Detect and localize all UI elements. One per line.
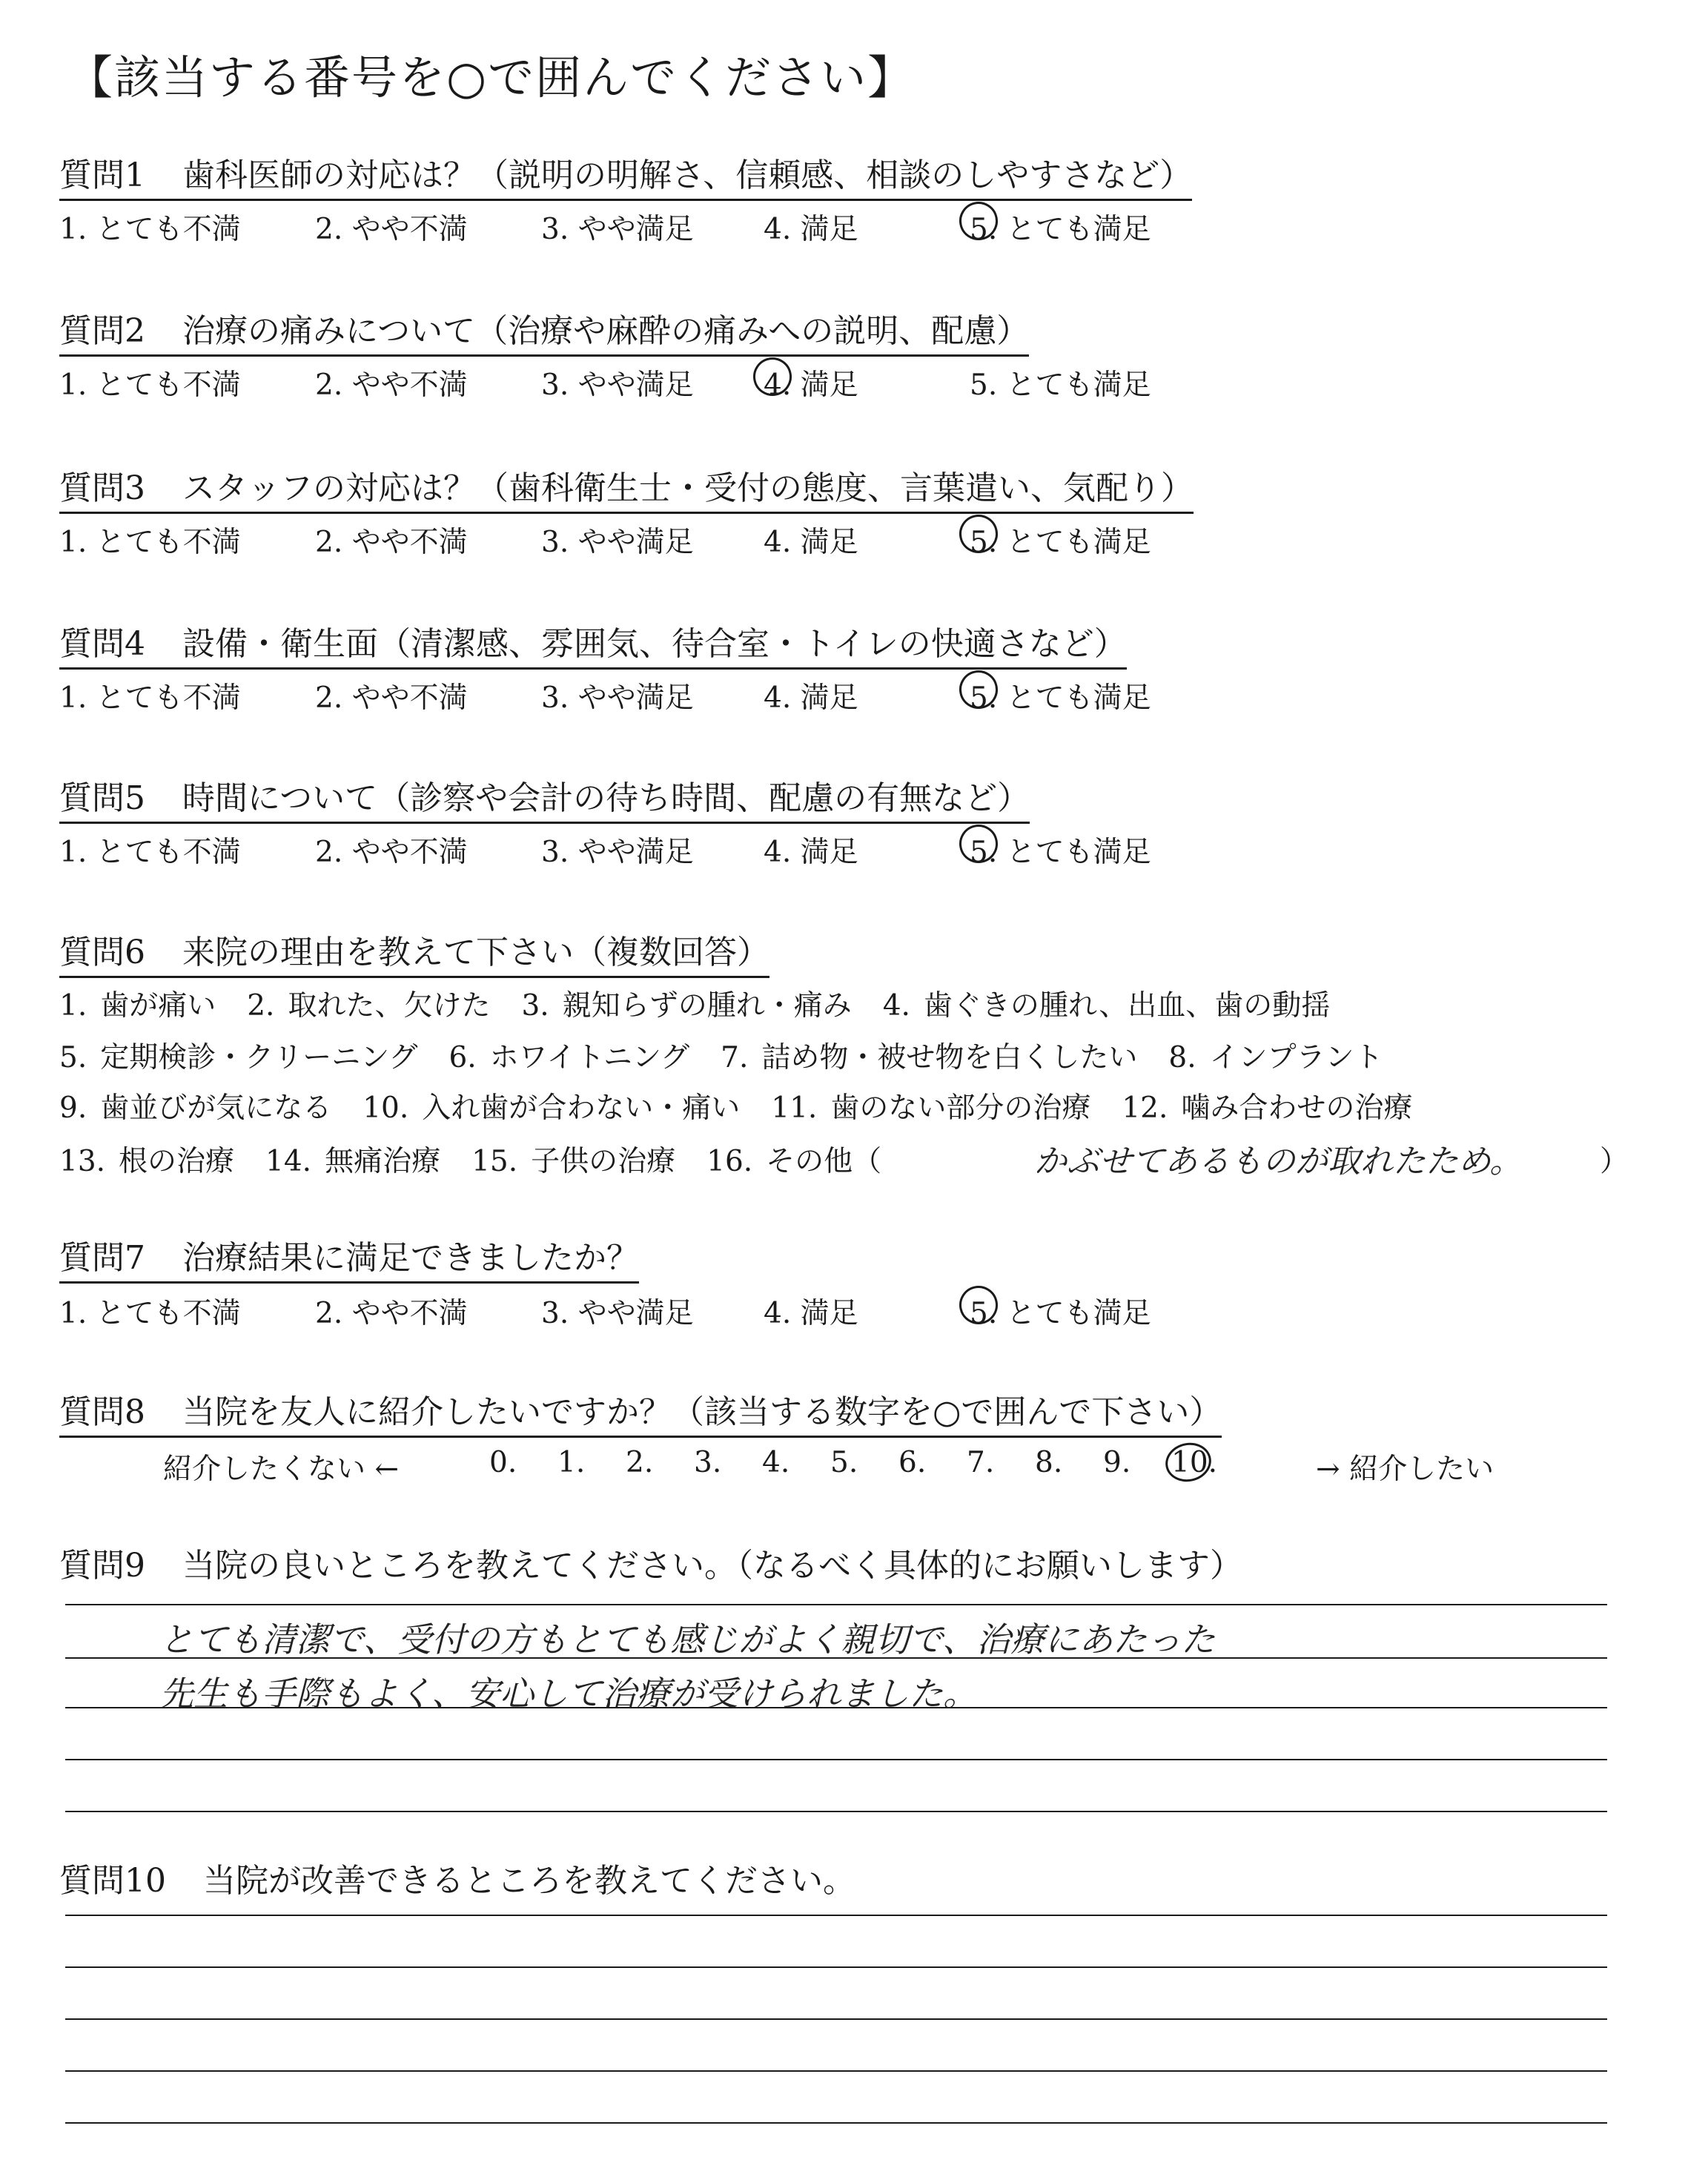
q2-option-3[interactable]: 3. やや満足 bbox=[541, 369, 694, 402]
q4-option-3[interactable]: 3. やや満足 bbox=[541, 681, 694, 715]
q3-option-2[interactable]: 2. やや不満 bbox=[315, 526, 468, 559]
q3-option-4[interactable]: 4. 満足 bbox=[764, 526, 858, 559]
q7-text: 治療結果に満足できましたか？ bbox=[182, 1239, 639, 1277]
q6-number: 質問6 bbox=[59, 934, 145, 971]
q7-number: 質問7 bbox=[59, 1239, 145, 1277]
q2-number: 質問2 bbox=[59, 312, 145, 350]
q5-option-4[interactable]: 4. 満足 bbox=[764, 836, 858, 869]
q1-option-1[interactable]: 1. とても不満 bbox=[59, 213, 241, 246]
q6-text: 来院の理由を教えて下さい（複数回答） bbox=[182, 934, 769, 971]
q1-heading bbox=[59, 148, 1192, 201]
q5-number: 質問5 bbox=[59, 779, 145, 817]
q6-reason-option[interactable]: その他（ bbox=[766, 1145, 882, 1178]
q9-text: 当院の良いところを教えてください。（なるべく具体的にお願いします） bbox=[182, 1547, 1242, 1585]
q1-option-2[interactable]: 2. やや不満 bbox=[315, 213, 468, 246]
q9-answer-line-1: とても清潔で、受付の方もとても感じがよく親切で、治療にあたった bbox=[159, 1619, 1216, 1659]
q9-rule bbox=[65, 1604, 1607, 1605]
q6-reason-option[interactable]: インプラント bbox=[1209, 1041, 1383, 1074]
q5-option-5[interactable]: 5. とても満足 bbox=[970, 836, 1151, 869]
q10-heading bbox=[59, 1854, 855, 1901]
q8-scale-number[interactable]: 3. bbox=[694, 1446, 722, 1479]
q4-option-1[interactable]: 1. とても不満 bbox=[59, 681, 241, 715]
q6-heading bbox=[59, 925, 769, 978]
q5-text: 時間について（診察や会計の待ち時間、配慮の有無など） bbox=[182, 779, 1030, 817]
q10-rule bbox=[65, 2070, 1607, 2072]
q6-reason-option[interactable]: 歯のない部分の治療 bbox=[830, 1091, 1091, 1125]
q6-reason-number: 6. bbox=[448, 1041, 477, 1074]
q9-number: 質問9 bbox=[59, 1547, 145, 1585]
q8-heading bbox=[59, 1385, 1222, 1438]
q6-reason-number: 2. bbox=[247, 989, 275, 1023]
q3-option-5[interactable]: 5. とても満足 bbox=[970, 526, 1151, 559]
q7-option-4[interactable]: 4. 満足 bbox=[764, 1297, 858, 1330]
q6-reason-number: 12. bbox=[1122, 1091, 1168, 1125]
q10-rule bbox=[65, 1915, 1607, 1916]
q8-scale-number[interactable]: 4. bbox=[762, 1446, 790, 1479]
q8-scale-number[interactable]: 7. bbox=[967, 1446, 995, 1479]
q8-scale-number[interactable]: 8. bbox=[1035, 1446, 1063, 1479]
q8-scale-number[interactable]: 5. bbox=[830, 1446, 858, 1479]
q6-reason-number: 14. bbox=[265, 1145, 312, 1178]
q6-reason-row bbox=[59, 1138, 913, 1180]
sheet-title: 【該当する番号を○で囲んでください】 bbox=[67, 50, 916, 105]
q6-reason-number: 7. bbox=[721, 1041, 749, 1074]
q6-reason-option[interactable]: 噛み合わせの治療 bbox=[1181, 1091, 1413, 1125]
q6-reason-number: 1. bbox=[59, 989, 87, 1023]
q10-rule bbox=[65, 2122, 1607, 2124]
q8-text: 当院を友人に紹介したいですか？（該当する数字を○で囲んで下さい） bbox=[182, 1393, 1222, 1431]
q10-text: 当院が改善できるところを教えてください。 bbox=[203, 1862, 855, 1900]
q7-option-2[interactable]: 2. やや不満 bbox=[315, 1297, 468, 1330]
q8-scale-number[interactable]: 1. bbox=[557, 1446, 586, 1479]
q5-heading bbox=[59, 771, 1030, 824]
q1-option-4[interactable]: 4. 満足 bbox=[764, 213, 858, 246]
q6-reason-number: 11. bbox=[771, 1091, 818, 1125]
q8-left-label: 紹介したくない ← bbox=[163, 1453, 400, 1486]
q10-number: 質問10 bbox=[59, 1862, 166, 1900]
q6-reason-option[interactable]: ホワイトニング bbox=[489, 1041, 690, 1074]
q2-option-5[interactable]: 5. とても満足 bbox=[970, 369, 1151, 402]
q6-reason-option[interactable]: 親知らずの腫れ・痛み bbox=[562, 989, 852, 1023]
q6-reason-option[interactable]: 歯が痛い bbox=[100, 989, 216, 1023]
q4-option-4[interactable]: 4. 満足 bbox=[764, 681, 858, 715]
q4-option-2[interactable]: 2. やや不満 bbox=[315, 681, 468, 715]
q2-heading bbox=[59, 304, 1029, 357]
q7-option-5[interactable]: 5. とても満足 bbox=[970, 1297, 1151, 1330]
q2-option-4[interactable]: 4. 満足 bbox=[764, 369, 858, 402]
q6-reason-option[interactable]: 子供の治療 bbox=[531, 1145, 676, 1178]
q10-rule bbox=[65, 1966, 1607, 1968]
q6-reason-number: 13. bbox=[59, 1145, 106, 1178]
q9-rule bbox=[65, 1759, 1607, 1760]
q6-reason-option[interactable]: 取れた、欠けた bbox=[288, 989, 491, 1023]
q6-reason-number: 10. bbox=[363, 1091, 409, 1125]
q2-option-2[interactable]: 2. やや不満 bbox=[315, 369, 468, 402]
q8-scale-number[interactable]: 10. bbox=[1171, 1446, 1218, 1479]
q10-rule bbox=[65, 2018, 1607, 2020]
q6-other-close: ） bbox=[1600, 1145, 1629, 1178]
q2-text: 治療の痛みについて（治療や麻酔の痛みへの説明、配慮） bbox=[182, 312, 1030, 350]
q8-scale-number[interactable]: 0. bbox=[489, 1446, 517, 1479]
q3-option-1[interactable]: 1. とても不満 bbox=[59, 526, 241, 559]
q8-scale-number[interactable]: 2. bbox=[626, 1446, 654, 1479]
q6-reason-row bbox=[59, 1085, 1443, 1126]
q4-number: 質問4 bbox=[59, 625, 145, 663]
q6-reason-option[interactable]: 歯ぐきの腫れ、出血、歯の動揺 bbox=[923, 989, 1331, 1023]
q1-text: 歯科医師の対応は？（説明の明解さ、信頼感、相談のしやすさなど） bbox=[182, 156, 1193, 194]
q9-rule bbox=[65, 1811, 1607, 1812]
q6-reason-option[interactable]: 入れ歯が合わない・痛い bbox=[422, 1091, 741, 1125]
q5-option-2[interactable]: 2. やや不満 bbox=[315, 836, 468, 869]
q6-reason-number: 16. bbox=[706, 1145, 753, 1178]
q6-reason-option[interactable]: 詰め物・被せ物を白くしたい bbox=[761, 1041, 1138, 1074]
q8-number: 質問8 bbox=[59, 1393, 145, 1431]
q3-text: スタッフの対応は？（歯科衛生士・受付の態度、言葉遣い、気配り） bbox=[182, 469, 1194, 507]
q4-text: 設備・衛生面（清潔感、雰囲気、待合室・トイレの快適さなど） bbox=[182, 625, 1127, 663]
q2-option-1[interactable]: 1. とても不満 bbox=[59, 369, 241, 402]
q9-heading bbox=[59, 1539, 1242, 1586]
q4-heading bbox=[59, 617, 1127, 670]
q6-reason-number: 8. bbox=[1168, 1041, 1196, 1074]
q6-reason-row bbox=[59, 1034, 1414, 1076]
q3-heading bbox=[59, 461, 1194, 514]
q6-reason-option[interactable]: 歯並びが気になる bbox=[100, 1091, 332, 1125]
q6-reason-option[interactable]: 定期検診・クリーニング bbox=[100, 1041, 418, 1074]
q3-option-3[interactable]: 3. やや満足 bbox=[541, 526, 694, 559]
q6-reason-number: 15. bbox=[471, 1145, 518, 1178]
q8-right-label: → 紹介したい bbox=[1316, 1453, 1494, 1486]
q1-option-5[interactable]: 5. とても満足 bbox=[970, 213, 1151, 246]
q6-reason-option[interactable]: 無痛治療 bbox=[325, 1145, 441, 1178]
q6-reason-number: 4. bbox=[882, 989, 910, 1023]
q6-reason-row bbox=[59, 982, 1361, 1024]
q3-number: 質問3 bbox=[59, 469, 145, 507]
q6-reason-number: 9. bbox=[59, 1091, 87, 1125]
q6-reason-option[interactable]: 根の治療 bbox=[119, 1145, 235, 1178]
q6-reason-number: 3. bbox=[521, 989, 549, 1023]
q5-option-3[interactable]: 3. やや満足 bbox=[541, 836, 694, 869]
q8-scale-number[interactable]: 9. bbox=[1103, 1446, 1131, 1479]
q1-option-3[interactable]: 3. やや満足 bbox=[541, 213, 694, 246]
q1-number: 質問1 bbox=[59, 156, 145, 194]
q6-reason-number: 5. bbox=[59, 1041, 87, 1074]
q7-option-3[interactable]: 3. やや満足 bbox=[541, 1297, 694, 1330]
q8-scale-number[interactable]: 6. bbox=[898, 1446, 927, 1479]
q5-option-1[interactable]: 1. とても不満 bbox=[59, 836, 241, 869]
q9-answer-line-2: 先生も手際もよく、安心して治療が受けられました。 bbox=[159, 1674, 978, 1714]
q6-other-handwritten: かぶせてあるものが取れたため。 bbox=[1034, 1143, 1523, 1180]
q7-option-1[interactable]: 1. とても不満 bbox=[59, 1297, 241, 1330]
q7-heading bbox=[59, 1231, 639, 1284]
q4-option-5[interactable]: 5. とても満足 bbox=[970, 681, 1151, 715]
